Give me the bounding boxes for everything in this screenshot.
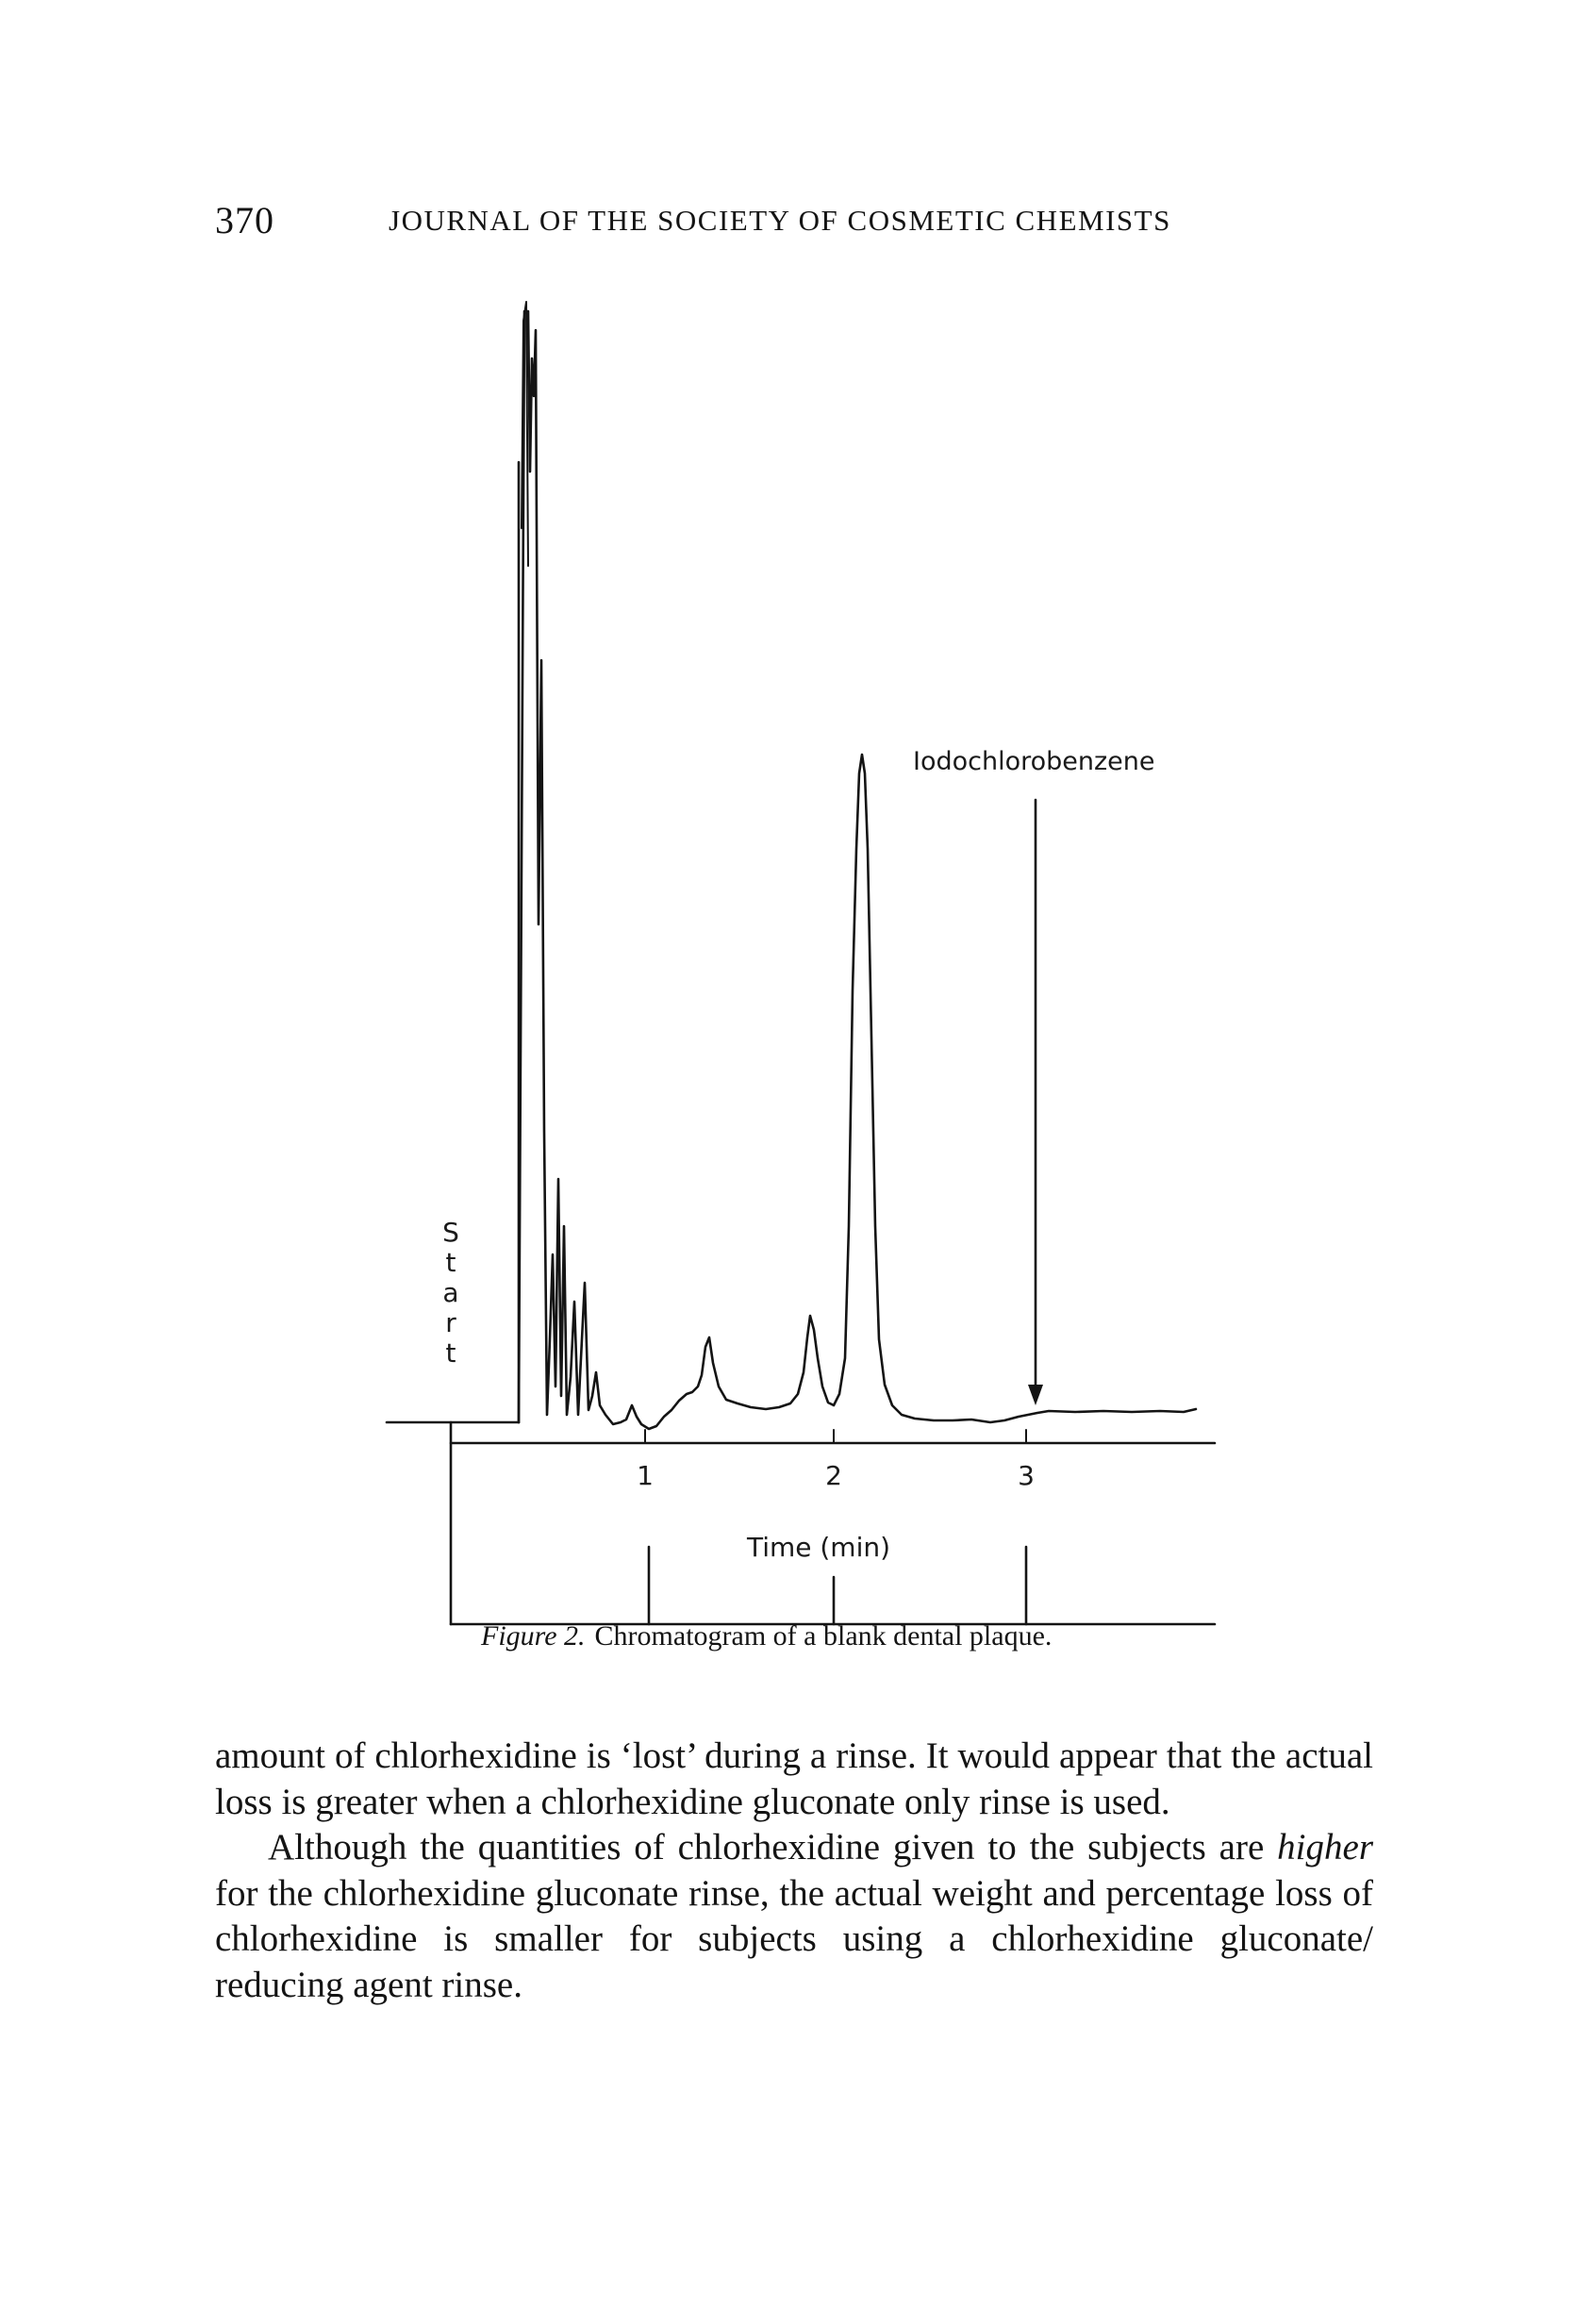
paragraph-2-emphasis: higher <box>1277 1827 1373 1868</box>
paragraph-2-start: Although the quantities of chlorhexidine given to the subjects are <box>268 1827 1278 1868</box>
body-text <box>215 1734 1373 2008</box>
figure-label: Figure 2. <box>481 1620 586 1652</box>
figure-caption <box>481 1620 1052 1652</box>
paragraph-1: amount of chlorhexidine is ‘lost’ during a rinse. It would appear that the actual loss is greater when a chlorhexidine gluconate only rinse is used. <box>215 1735 1373 1822</box>
tick-label-3: 3 <box>1018 1460 1035 1491</box>
arrow-head-icon <box>1028 1385 1043 1405</box>
running-head: JOURNAL OF THE SOCIETY OF COSMETIC CHEMISTS <box>389 204 1171 237</box>
start-letter-s: S <box>442 1217 459 1248</box>
start-letter-a: a <box>442 1277 459 1308</box>
paragraph-2-end: for the chlorhexidine gluconate rinse, the actual weight and percentage loss of chlorhexidine is smaller for subjects using a chlorhexidine gluconate/ reducing agent rinse. <box>215 1872 1373 2005</box>
tick-label-2: 2 <box>825 1460 842 1491</box>
axis-label: Time (min) <box>746 1532 891 1563</box>
start-letter-t1: t <box>445 1247 456 1278</box>
start-letter-r: r <box>445 1307 456 1338</box>
start-letter-t2: t <box>445 1337 456 1369</box>
paragraph-2 <box>215 1825 1373 2008</box>
tick-label-1: 1 <box>637 1460 654 1491</box>
caption-text: Chromatogram of a blank dental plaque. <box>594 1620 1053 1652</box>
chromatogram-trace <box>519 311 1196 1429</box>
peak-label: Iodochlorobenzene <box>913 747 1155 776</box>
page-number: 370 <box>215 199 274 241</box>
